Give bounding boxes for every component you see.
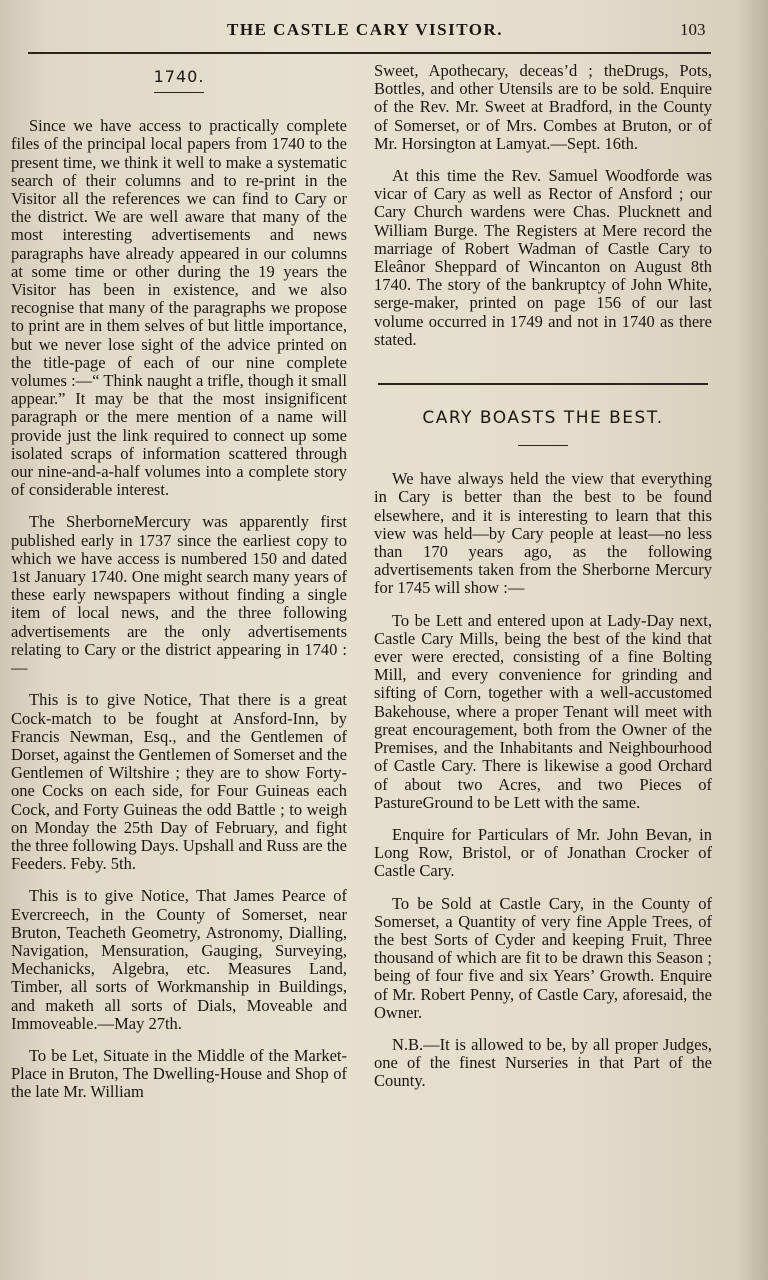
left-column bbox=[11, 62, 347, 1116]
paragraph-continued: Sweet, Apothecary, deceas’d ; theDrugs, Pots, Bottles, and other Utensils are to be sold. Enquire of the Rev. Mr. Sweet at Bradford, in the County of Somerset, or of Mrs. Combes at Bruton, or of Mr. Horsington at Lamyat.—Sept. 16th. bbox=[374, 61, 712, 153]
section-divider bbox=[378, 383, 708, 385]
paragraph-cock-match: This is to give Notice, That there is a great Cock-match to be fought at Ansford-Inn, by Francis Newman, Esq., and the Gentlemen of Dorset, against the Gentlemen of Somerset and the Gentlemen of Wiltshire ; they are to show Forty-one Cocks on each side, for Four Guineas each Cock, and Forty Guineas the odd Battle ; to weigh on Monday the 25th Day of February, and fight the three following Days. Upshall and Russ are the Feeders. Feby. 5th. bbox=[11, 690, 347, 874]
running-title: THE CASTLE CARY VISITOR. bbox=[227, 20, 503, 39]
section-heading-1740: 1740. bbox=[153, 67, 205, 86]
paragraph-woodforde: At this time the Rev. Samuel Woodforde was vicar of Cary as well as Rector of Ansford ; our Cary Church wardens were Chas. Plucknett and William Burge. The Registers at Mere record the marriage of Robert Wadman of Castle Cary to Eleânor Sheppard of Wincanton on August 8th 1740. The story of the bankruptcy of John White, serge-maker, printed on page 156 of our last volume occurred in 1749 and not in 1740 as there stated. bbox=[374, 166, 712, 349]
paragraph-james-pearce: This is to give Notice, That James Pearce of Evercreech, in the County of Somerset, near Bruton, Teacheth Geometry, Astronomy, Dialling, Navigation, Mensuration, Gauging, Surveying, Mechanicks, Algebra, etc. Measures Land, Timber, all sorts of Workmanship in Buildings, and maketh all sorts of Dials, Moveable and Immoveable.—May 27th. bbox=[11, 886, 347, 1033]
paragraph-mills-lett: To be Lett and entered upon at Lady-Day next, Castle Cary Mills, being the best of the kind that ever were erected, consisting of a fine Bolting Mill, and every convenience for grinding and sifting of Corn, together with a well-accustomed Bakehouse, where a proper Tenant will meet with great encouragement, both from the Owner of the Premises, and the Inhabitants and Neighbourhood of Castle Cary. There is likewise a good Orchard of about two Acres, and two Pieces of PastureGround to be Lett with the same. bbox=[374, 610, 712, 812]
right-column bbox=[374, 62, 712, 1105]
running-head bbox=[0, 20, 768, 44]
paragraph-sherborne-mercury: The SherborneMercury was apparently first published early in 1737 since the earliest copy to which we have access is numbered 150 and dated 1st January 1740. One might search many years of these early newspapers without finding a single item of local news, and the three following advertisements are the only advertisements relating to Cary or the district appearing in 1740 :— bbox=[11, 512, 347, 678]
paragraph-nb-nurseries: N.B.—It is allowed to be, by all proper Judges, one of the finest Nurseries in that Part of the County. bbox=[374, 1034, 712, 1091]
header-rule bbox=[28, 52, 711, 54]
page-edge-shadow bbox=[738, 0, 768, 1280]
heading-rule bbox=[518, 445, 568, 446]
paragraph-apple-trees: To be Sold at Castle Cary, in the County of Somerset, a Quantity of very fine Apple Trees, of the best Sorts of Cyder and keeping Fruit, Three thousand of which are fit to be drawn this Season ; being of four five and six Years’ Growth. Enquire of Mr. Robert Penny, of Castle Cary, aforesaid, the Owner. bbox=[374, 893, 712, 1022]
heading-rule bbox=[154, 92, 204, 93]
page-number: 103 bbox=[680, 20, 706, 39]
paragraph-to-be-let: To be Let, Situate in the Middle of the Market-Place in Bruton, The Dwelling-House and Shop of the late Mr. William bbox=[11, 1045, 347, 1102]
paragraph-always-held: We have always held the view that everything in Cary is better than the best to be found elsewhere, and it is interesting to learn that this view was held—by Cary people at least—no less than 170 years ago, as the following advertisements taken from the Sherborne Mercury for 1745 will show :— bbox=[374, 469, 712, 598]
section-heading-cary-boasts: CARY BOASTS THE BEST. bbox=[422, 408, 664, 429]
paragraph-intro: Since we have access to practically complete files of the principal local papers from 1740 to the present time, we think it well to make a systematic search of their columns and to re-print in the Visitor all the references we can find to Cary or the district. We are well aware that many of the most interesting advertisements and news paragraphs have already appeared in our columns at some time or other during the 19 years the Visitor has been in existence, and we also recognise that many of the paragraphs we propose to print are in them selves of but little importance, but we never lose sight of the advice printed on the title-page of each of our nine complete volumes :—“ Think naught a trifle, though it small appear.” It may be that the most insignificent paragraph or the mere mention of a name will provide just the link required to connect up some isolated scraps of information scattered through our nine-and-a-half volumes into a complete story of considerable interest. bbox=[11, 116, 347, 500]
paragraph-enquire-bevan: Enquire for Particulars of Mr. John Bevan, in Long Row, Bristol, or of Jonathan Crocker of Castle Cary. bbox=[374, 824, 712, 881]
